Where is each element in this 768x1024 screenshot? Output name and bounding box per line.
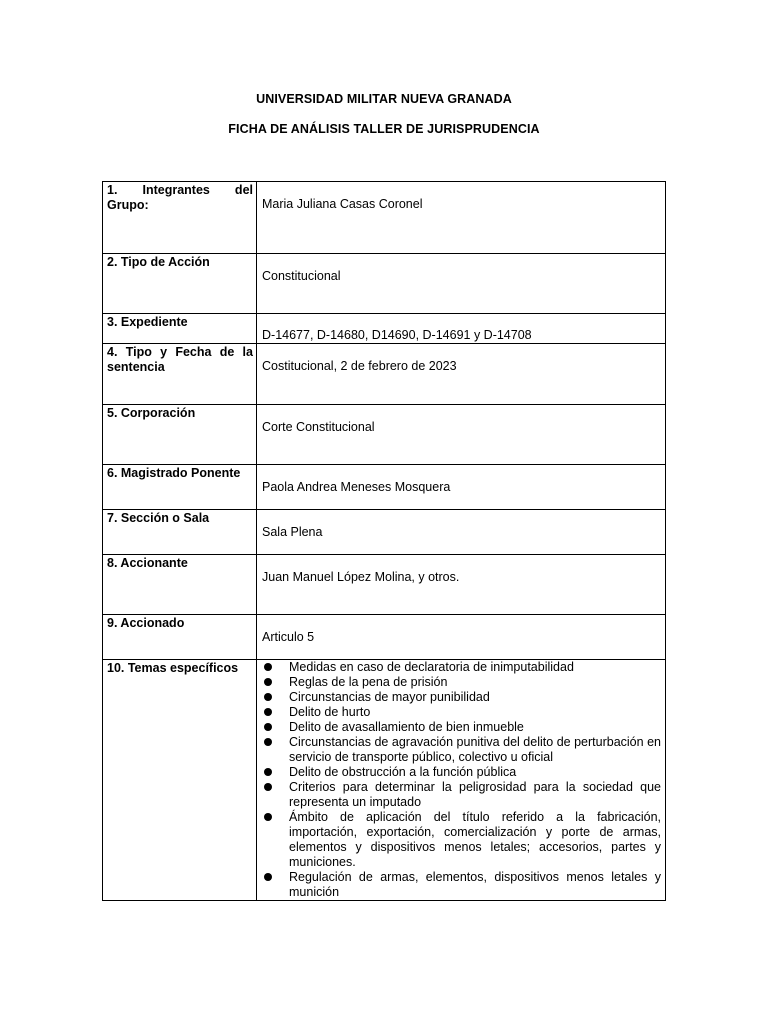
label-magistrado: 6. Magistrado Ponente — [103, 465, 257, 510]
table-row-seccion — [103, 510, 666, 555]
table-row-corporacion — [103, 405, 666, 465]
label-tipo-fecha: 4. Tipo y Fecha de la sentencia — [103, 344, 257, 405]
table-row-tipo-fecha — [103, 344, 666, 405]
list-item: Regulación de armas, elementos, dispositivos menos letales y munición — [263, 870, 661, 900]
value-magistrado: Paola Andrea Meneses Mosquera — [257, 465, 666, 510]
label-integrantes: 1. Integrantes del Grupo: — [103, 182, 257, 254]
label-tipo-accion: 2. Tipo de Acción — [103, 254, 257, 314]
value-seccion: Sala Plena — [257, 510, 666, 555]
list-item: Delito de hurto — [263, 705, 661, 720]
list-item: Criterios para determinar la peligrosidad para la sociedad que representa un imputado — [263, 780, 661, 810]
value-expediente: D-14677, D-14680, D14690, D-14691 y D-14708 — [257, 314, 666, 344]
list-item: Medidas en caso de declaratoria de inimputabilidad — [263, 660, 661, 675]
label-expediente: 3. Expediente — [103, 314, 257, 344]
form-title: FICHA DE ANÁLISIS TALLER DE JURISPRUDENCIA — [228, 122, 540, 136]
bullet-icon — [264, 738, 272, 746]
bullet-icon — [264, 768, 272, 776]
table-row-expediente — [103, 314, 666, 344]
list-item: Reglas de la pena de prisión — [263, 675, 661, 690]
label-corporacion: 5. Corporación — [103, 405, 257, 465]
label-seccion: 7. Sección o Sala — [103, 510, 257, 555]
value-tipo-accion: Constitucional — [257, 254, 666, 314]
bullet-icon — [264, 813, 272, 821]
table-row-magistrado — [103, 465, 666, 510]
bullet-icon — [264, 693, 272, 701]
value-accionante: Juan Manuel López Molina, y otros. — [257, 555, 666, 615]
value-integrantes: Maria Juliana Casas Coronel — [257, 182, 666, 254]
table-row-tipo-accion — [103, 254, 666, 314]
value-temas — [257, 660, 666, 901]
table-row-temas — [103, 660, 666, 901]
table-row-accionante — [103, 555, 666, 615]
list-item: Delito de obstrucción a la función pública — [263, 765, 661, 780]
bullet-icon — [264, 708, 272, 716]
bullet-icon — [264, 663, 272, 671]
label-temas: 10. Temas específicos — [103, 660, 257, 901]
bullet-icon — [264, 678, 272, 686]
value-tipo-fecha: Costitucional, 2 de febrero de 2023 — [257, 344, 666, 405]
list-item: Ámbito de aplicación del título referido a la fabricación, importación, exportación, comercialización y porte de armas, elementos y dispositivos menos letales; accesorios, partes y municiones. — [263, 810, 661, 870]
bullet-icon — [264, 873, 272, 881]
list-item: Circunstancias de agravación punitiva del delito de perturbación en servicio de transporte público, colectivo u oficial — [263, 735, 661, 765]
label-accionante: 8. Accionante — [103, 555, 257, 615]
bullet-icon — [264, 723, 272, 731]
bullet-icon — [264, 783, 272, 791]
table-row-integrantes — [103, 182, 666, 254]
temas-list — [263, 660, 661, 900]
value-corporacion: Corte Constitucional — [257, 405, 666, 465]
label-accionado: 9. Accionado — [103, 615, 257, 660]
table-row-accionado — [103, 615, 666, 660]
analysis-table — [102, 181, 666, 901]
list-item: Delito de avasallamiento de bien inmueble — [263, 720, 661, 735]
university-title: UNIVERSIDAD MILITAR NUEVA GRANADA — [256, 92, 512, 106]
value-accionado: Articulo 5 — [257, 615, 666, 660]
list-item: Circunstancias de mayor punibilidad — [263, 690, 661, 705]
